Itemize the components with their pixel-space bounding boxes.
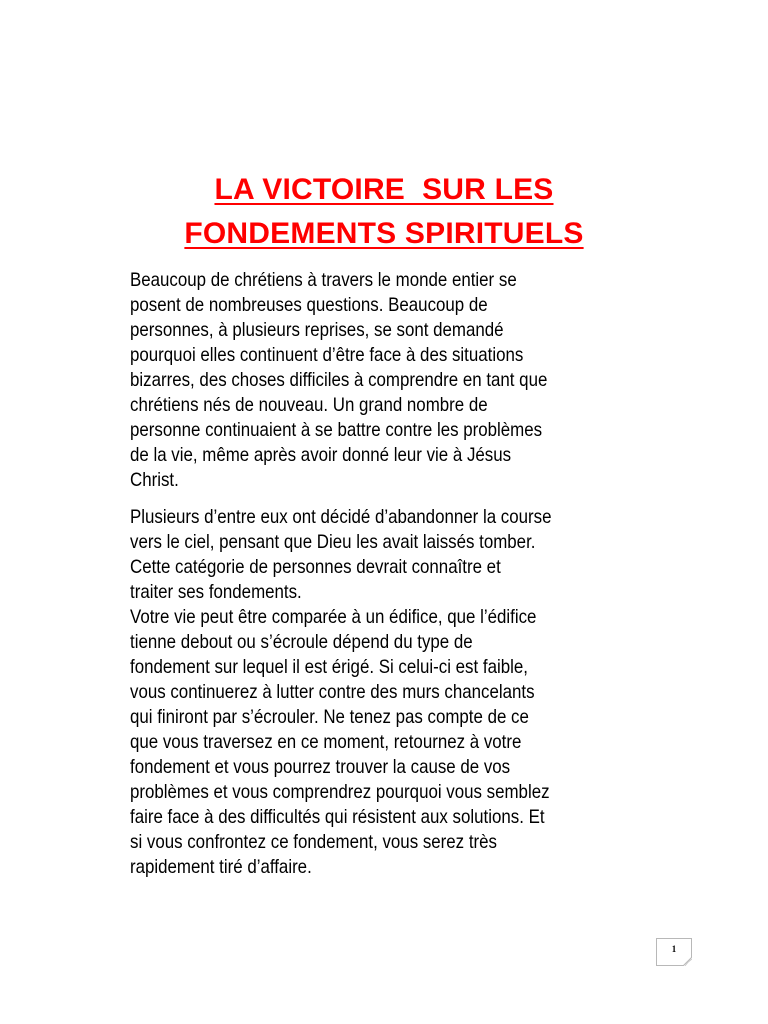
- title-line-1: LA VICTOIRE SUR LES: [214, 173, 554, 206]
- text-line: si vous confrontez ce fondement, vous serez très: [130, 832, 497, 853]
- text-line: rapidement tiré d’affaire.: [130, 857, 312, 878]
- paragraph-1: [130, 268, 640, 493]
- text-line: bizarres, des choses difficiles à comprendre en tant que: [130, 370, 548, 391]
- text-line: personnes, à plusieurs reprises, se sont demandé: [130, 320, 504, 341]
- text-line: Votre vie peut être comparée à un édifice, que l’édifice: [130, 607, 537, 628]
- text-line: Cette catégorie de personnes devrait connaître et: [130, 557, 501, 578]
- document-title: [0, 168, 768, 256]
- text-line: que vous traversez en ce moment, retournez à votre: [130, 732, 522, 753]
- text-line: traiter ses fondements.: [130, 582, 302, 603]
- paragraph-spacer: [130, 493, 640, 505]
- text-line: de la vie, même après avoir donné leur vie à Jésus: [130, 445, 512, 466]
- page-number: 1: [671, 944, 677, 954]
- text-line: chrétiens nés de nouveau. Un grand nombre de: [130, 395, 488, 416]
- text-line: faire face à des difficultés qui résistent aux solutions. Et: [130, 807, 545, 828]
- text-line: problèmes et vous comprendrez pourquoi vous semblez: [130, 782, 550, 803]
- paragraph-2: [130, 505, 640, 880]
- title-line-2: FONDEMENTS SPIRITUELS: [184, 217, 584, 250]
- text-line: Beaucoup de chrétiens à travers le monde entier se: [130, 270, 517, 291]
- text-line: pourquoi elles continuent d’être face à des situations: [130, 345, 524, 366]
- document-body: [130, 268, 640, 880]
- text-line: posent de nombreuses questions. Beaucoup de: [130, 295, 488, 316]
- text-line: personne continuaient à se battre contre les problèmes: [130, 420, 543, 441]
- text-line: tienne debout ou s’écroule dépend du type de: [130, 632, 473, 653]
- page-curl-icon: [683, 957, 692, 966]
- text-line: Plusieurs d’entre eux ont décidé d’abandonner la course: [130, 507, 552, 528]
- text-line: fondement sur lequel il est érigé. Si celui-ci est faible,: [130, 657, 528, 678]
- text-line: vers le ciel, pensant que Dieu les avait laissés tomber.: [130, 532, 536, 553]
- page-number-box: [656, 938, 692, 966]
- text-line: Christ.: [130, 470, 179, 491]
- text-line: qui finiront par s’écrouler. Ne tenez pas compte de ce: [130, 707, 529, 728]
- text-line: vous continuerez à lutter contre des murs chancelants: [130, 682, 535, 703]
- text-line: fondement et vous pourrez trouver la cause de vos: [130, 757, 511, 778]
